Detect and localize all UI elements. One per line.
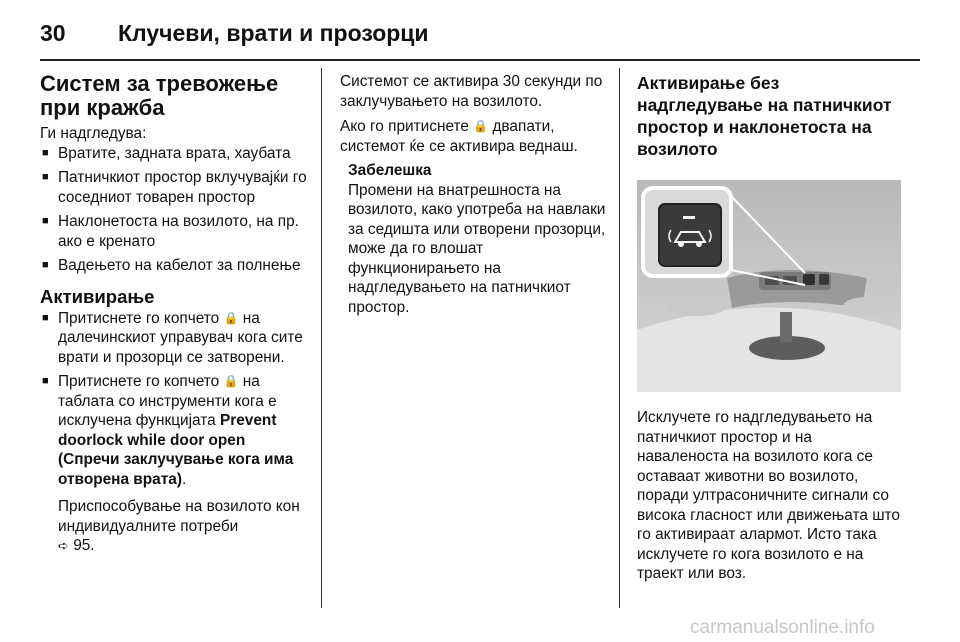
activation-steps [40, 309, 310, 556]
section-title-alarm: Систем за тревожење при кражба [40, 71, 279, 120]
activation-heading: Активирање [40, 285, 155, 307]
column-middle [340, 72, 610, 317]
paragraph: Ако го притиснете 🔒 двапати, системот ќе се активира веднаш. [340, 118, 578, 155]
lock-icon: 🔒 [223, 374, 239, 388]
note-title: Забелешка [348, 162, 432, 179]
chapter-title: Клучеви, врати и прозорци [118, 20, 429, 46]
watermark: carmanualsonline.info [690, 617, 875, 638]
note-box [340, 161, 610, 317]
section-title-without-monitoring: Активирање без надгледување на патничкиот простор и наклонетоста на возилото [637, 73, 892, 159]
page-number: 30 [40, 20, 66, 46]
column-right [637, 72, 907, 584]
step-text: на таблата со инструменти кога е исклучена функцијата [58, 373, 277, 429]
column-left [40, 72, 310, 561]
lock-icon: 🔒 [473, 119, 489, 133]
step-text: Притиснете го копчето [58, 309, 220, 327]
list-item: ■ Патничкиот простор вклучувајќи го соседниот товарен простор [40, 168, 310, 207]
header-rule [40, 59, 920, 61]
list-item: ■ Вратите, задната врата, хаубата [40, 144, 310, 164]
chevron-right-ref-icon: ➪ [58, 538, 69, 553]
list-item: ■ Наклонетоста на возилото, на пр. ако е кренато [40, 212, 310, 251]
step-text: . [181, 470, 187, 488]
adapt-text: Приспособување на возилото кон индивидуалните потреби [58, 498, 300, 535]
column-divider-2 [619, 68, 620, 608]
list-item [40, 372, 310, 556]
lock-icon: 🔒 [223, 310, 239, 325]
step-text: на далечинскиот управувач кога сите врати и прозорци се затворени. [58, 309, 303, 366]
column-divider-1 [321, 68, 322, 608]
monitors-intro: Ги надгледува: [40, 125, 147, 142]
list-item [40, 309, 310, 368]
list-item: ■ Вадењето на кабелот за полнење [40, 256, 310, 276]
menu-setting-name: Prevent doorlock while door open (Спречи заклучување кога има отворена врата) [58, 412, 294, 488]
paragraph: Исклучете го надгледувањето на патничкиот простор и на наваленоста на возилото кога се оставаат животни во возилото, поради ултрасоничните сигнали со висока гласност или движењата што го активираат алармот. Исто така исклучете го кога возилото е на траект или воз. [637, 409, 900, 582]
step-text: Притиснете го копчето [58, 373, 220, 390]
note-body: Промени на внатрешноста на возилото, како употреба на навлаки за седишта или отворени прозорци, може да го влошат функционирањето на надгледувањето на патничкиот простор. [348, 181, 606, 316]
page-reference-link[interactable]: 95. [73, 537, 95, 554]
paragraph: Системот се активира 30 секунди по заклучувањето на возилото. [340, 73, 603, 110]
monitored-list [40, 144, 310, 276]
overhead-console-figure [637, 180, 901, 392]
